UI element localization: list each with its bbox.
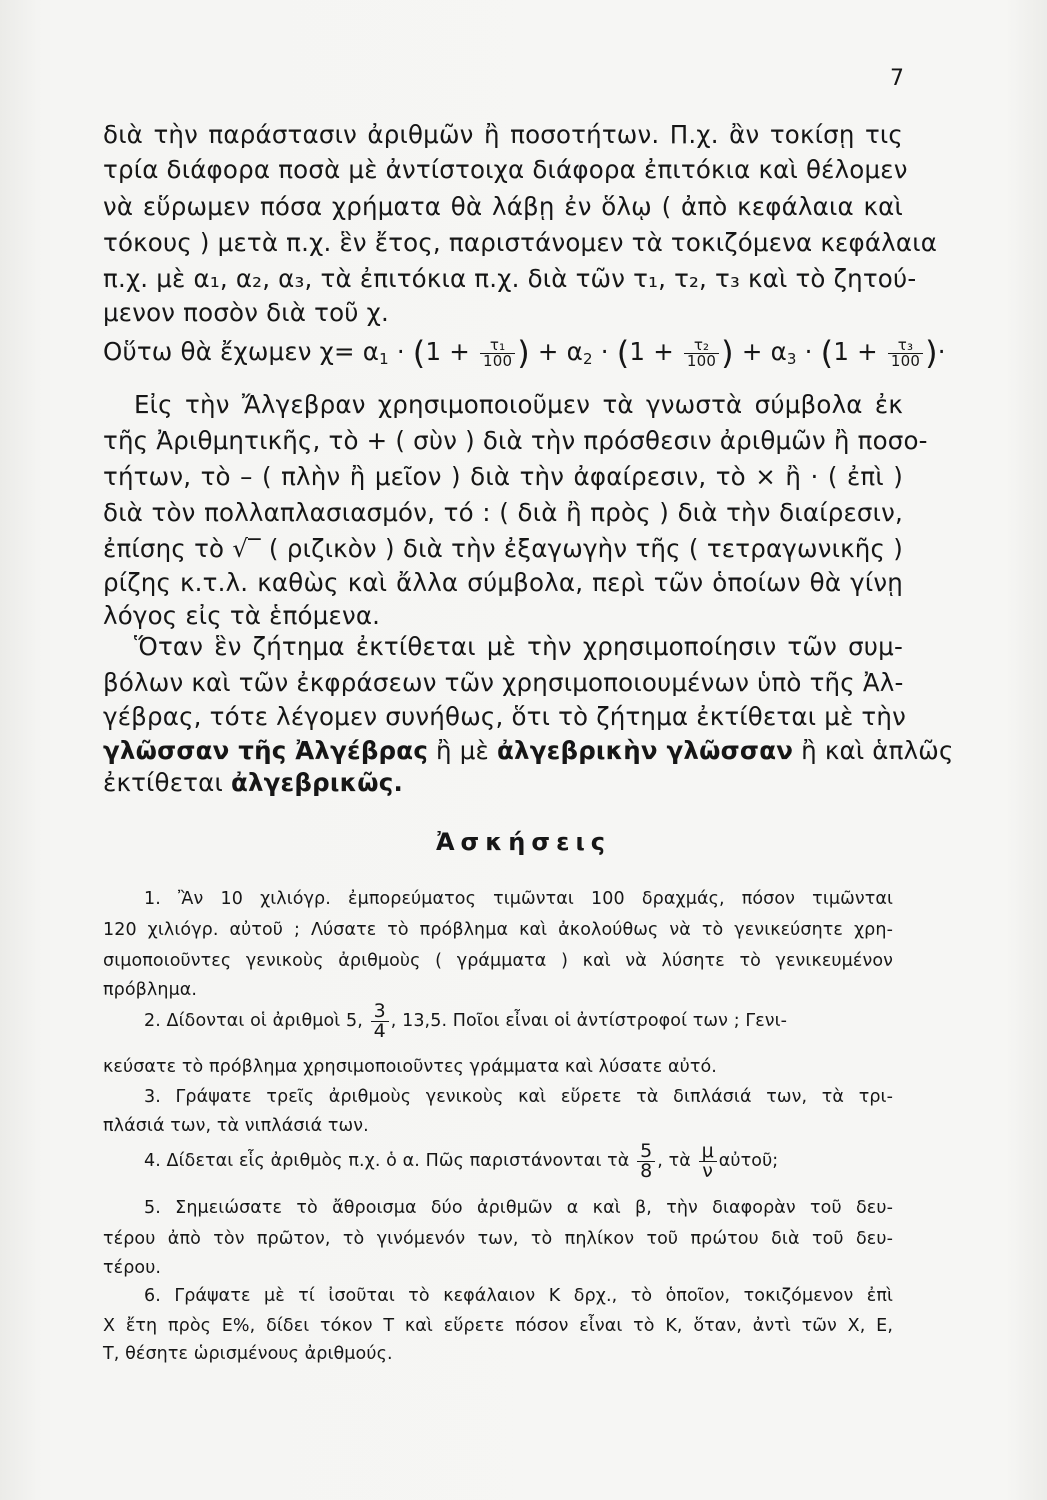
- page-number: 7: [890, 66, 904, 91]
- exercise-5-line-3: τέρου.: [103, 1258, 162, 1278]
- para2-line-2: τῆς Ἀριθμητικῆς, τὸ + ( σὺν ) διὰ τὴν πρόσθεσιν ἀριθμῶν ἢ ποσο-: [103, 426, 928, 455]
- para2-line-6: ρίζης κ.τ.λ. καθὼς καὶ ἄλλα σύμβολα, περὶ τῶν ὁποίων θὰ γίνῃ: [103, 568, 903, 597]
- para1-line-6: μενον ποσὸν διὰ τοῦ χ.: [103, 298, 389, 327]
- fraction-t3-over-100: $\frac{\text{τ₃}}{100}$: [888, 338, 923, 369]
- term-algebriki-glossa: ἀλγεβρικὴν γλῶσσαν: [497, 736, 794, 765]
- para3-line-1: Ὅταν ἓν ζήτημα ἐκτίθεται μὲ τὴν χρησιμοποίησιν τῶν συμ-: [134, 632, 903, 661]
- para1-line-4: τόκους ) μετὰ π.χ. ἓν ἔτος, παριστάνομεν τὰ τοκιζόμενα κεφάλαια: [103, 228, 938, 257]
- para3-line-4: γλῶσσαν τῆς Ἀλγέβρας ἢ μὲ ἀλγεβρικὴν γλῶσσαν ἢ καὶ ἁπλῶς: [103, 736, 954, 765]
- para2-line-1: Εἰς τὴν Ἄλγεβραν χρησιμοποιοῦμεν τὰ γνωστὰ σύμβολα ἐκ: [134, 390, 903, 419]
- exercise-6-line-2: Χ ἔτη πρὸς Ε%, δίδει τόκον Τ καὶ εὕρετε πόσον εἶναι τὸ Κ, ὅταν, ἀντὶ τῶν Χ, Ε,: [103, 1316, 893, 1336]
- exercise-5-line-1: 5. Σημειώσατε τὸ ἄθροισμα δύο ἀριθμῶν α καὶ β, τὴν διαφορὰν τοῦ δευ-: [144, 1198, 893, 1218]
- para1-line-2: τρία διάφορα ποσὰ μὲ ἀντίστοιχα διάφορα ἐπιτόκια καὶ θέλομεν: [103, 155, 908, 184]
- exercise-1-line-2: 120 χιλιόγρ. αὐτοῦ ; Λύσατε τὸ πρόβλημα καὶ ἀκολούθως νὰ τὸ γενικεύσητε χρη-: [103, 920, 893, 940]
- exercise-6-line-1: 6. Γράψατε μὲ τί ἰσοῦται τὸ κεφάλαιον Κ δρχ., τὸ ὁποῖον, τοκιζόμενον ἐπὶ: [144, 1286, 893, 1306]
- exercise-3-line-2: πλάσιά των, τὰ νιπλάσιά των.: [103, 1116, 369, 1136]
- exercise-1-line-1: 1. Ἂν 10 χιλιόγρ. ἐμπορεύματος τιμῶνται 100 δραχμάς, πόσον τιμῶνται: [144, 889, 893, 909]
- para2-line-5: ἐπίσης τὸ √‾ ( ριζικὸν ) διὰ τὴν ἐξαγωγὴν τῆς ( τετραγωνικῆς ): [103, 534, 903, 563]
- para3-line-2: βόλων καὶ τῶν ἐκφράσεων τῶν χρησιμοποιουμένων ὑπὸ τῆς Ἀλ-: [103, 668, 904, 697]
- para2-line-7: λόγος εἰς τὰ ἑπόμενα.: [103, 601, 381, 630]
- fraction-five-eighths: $\frac{5}{8}$: [637, 1142, 655, 1181]
- para1-line-1: διὰ τὴν παράστασιν ἀριθμῶν ἢ ποσοτήτων. Π.χ. ἂν τοκίσῃ τις: [103, 120, 903, 149]
- fraction-t1-over-100: $\frac{\text{τ₁}}{100}$: [480, 338, 515, 369]
- exercise-4-line-1: 4. Δίδεται εἷς ἀριθμὸς π.χ. ὁ α. Πῶς παριστάνονται τὰ $\frac{5}{8}$ , τὰ $\frac{\mu}{\nu}$ αὐτοῦ;: [144, 1139, 779, 1182]
- para2-line-3: τήτων, τὸ – ( πλὴν ἢ μεῖον ) διὰ τὴν ἀφαίρεσιν, τὸ × ἢ · ( ἐπὶ ): [103, 462, 903, 491]
- exercise-3-line-1: 3. Γράψατε τρεῖς ἀριθμοὺς γενικοὺς καὶ εὕρετε τὰ διπλάσιά των, τὰ τρι-: [144, 1087, 893, 1107]
- exercise-2-line-1: 2. Δίδονται οἱ ἀριθμοὶ 5, $\frac{3}{4}$ , 13,5. Ποῖοι εἶναι οἱ ἀντίστροφοί των ; Γενι-: [144, 999, 788, 1042]
- term-glossan-algebras: γλῶσσαν τῆς Ἀλγέβρας: [103, 736, 429, 765]
- para2-line-4: διὰ τὸν πολλαπλασιασμόν, τό : ( διὰ ἢ πρὸς ) διὰ τὴν διαίρεσιν,: [103, 498, 903, 527]
- exercise-5-line-2: τέρου ἀπὸ τὸν πρῶτον, τὸ γινόμενόν των, τὸ πηλίκον τοῦ πρώτου διὰ τοῦ δευ-: [103, 1229, 893, 1249]
- para1-line-5: π.χ. μὲ α₁, α₂, α₃, τὰ ἐπιτόκια π.χ. διὰ τῶν τ₁, τ₂, τ₃ καὶ τὸ ζητού-: [103, 264, 917, 293]
- fraction-mu-over-nu: $\frac{\mu}{\nu}$: [699, 1142, 717, 1181]
- exercise-6-line-3: Τ, θέσητε ὡρισμένους ἀριθμούς.: [103, 1344, 393, 1364]
- interest-formula: Οὕτω θὰ ἔχωμεν $\chi= \alpha_1 \cdot (1$ + $\frac{\text{τ₁}}{100}$ ) + $\alpha_2 \cdot (1$ + $\frac{\text{τ₂}}{100}$ ) + $\alpha_3 \cdot (1$ + $\frac{\text{τ₃}}{100}$ )·: [103, 334, 946, 372]
- fraction-three-quarters: $\frac{3}{4}$: [371, 1002, 389, 1041]
- fraction-t2-over-100: $\frac{\text{τ₂}}{100}$: [684, 338, 719, 369]
- exercises-heading: Ἀσκήσεις: [435, 828, 612, 856]
- exercise-1-line-3: σιμοποιοῦντες γενικοὺς ἀριθμοὺς ( γράμματα ) καὶ νὰ λύσητε τὸ γενικευμένον: [103, 951, 893, 971]
- para3-line-5: ἐκτίθεται ἀλγεβρικῶς.: [103, 768, 403, 797]
- exercise-1-line-4: πρόβλημα.: [103, 980, 198, 1000]
- term-algebrikos: ἀλγεβρικῶς.: [230, 768, 403, 797]
- para3-line-3: γέβρας, τότε λέγομεν συνήθως, ὅτι τὸ ζήτημα ἐκτίθεται μὲ τὴν: [103, 702, 906, 731]
- exercise-2-line-2: κεύσατε τὸ πρόβλημα χρησιμοποιοῦντες γράμματα καὶ λύσατε αὐτό.: [103, 1057, 717, 1077]
- para1-line-3: νὰ εὕρωμεν πόσα χρήματα θὰ λάβῃ ἐν ὅλῳ ( ἀπὸ κεφάλαια καὶ: [103, 192, 903, 221]
